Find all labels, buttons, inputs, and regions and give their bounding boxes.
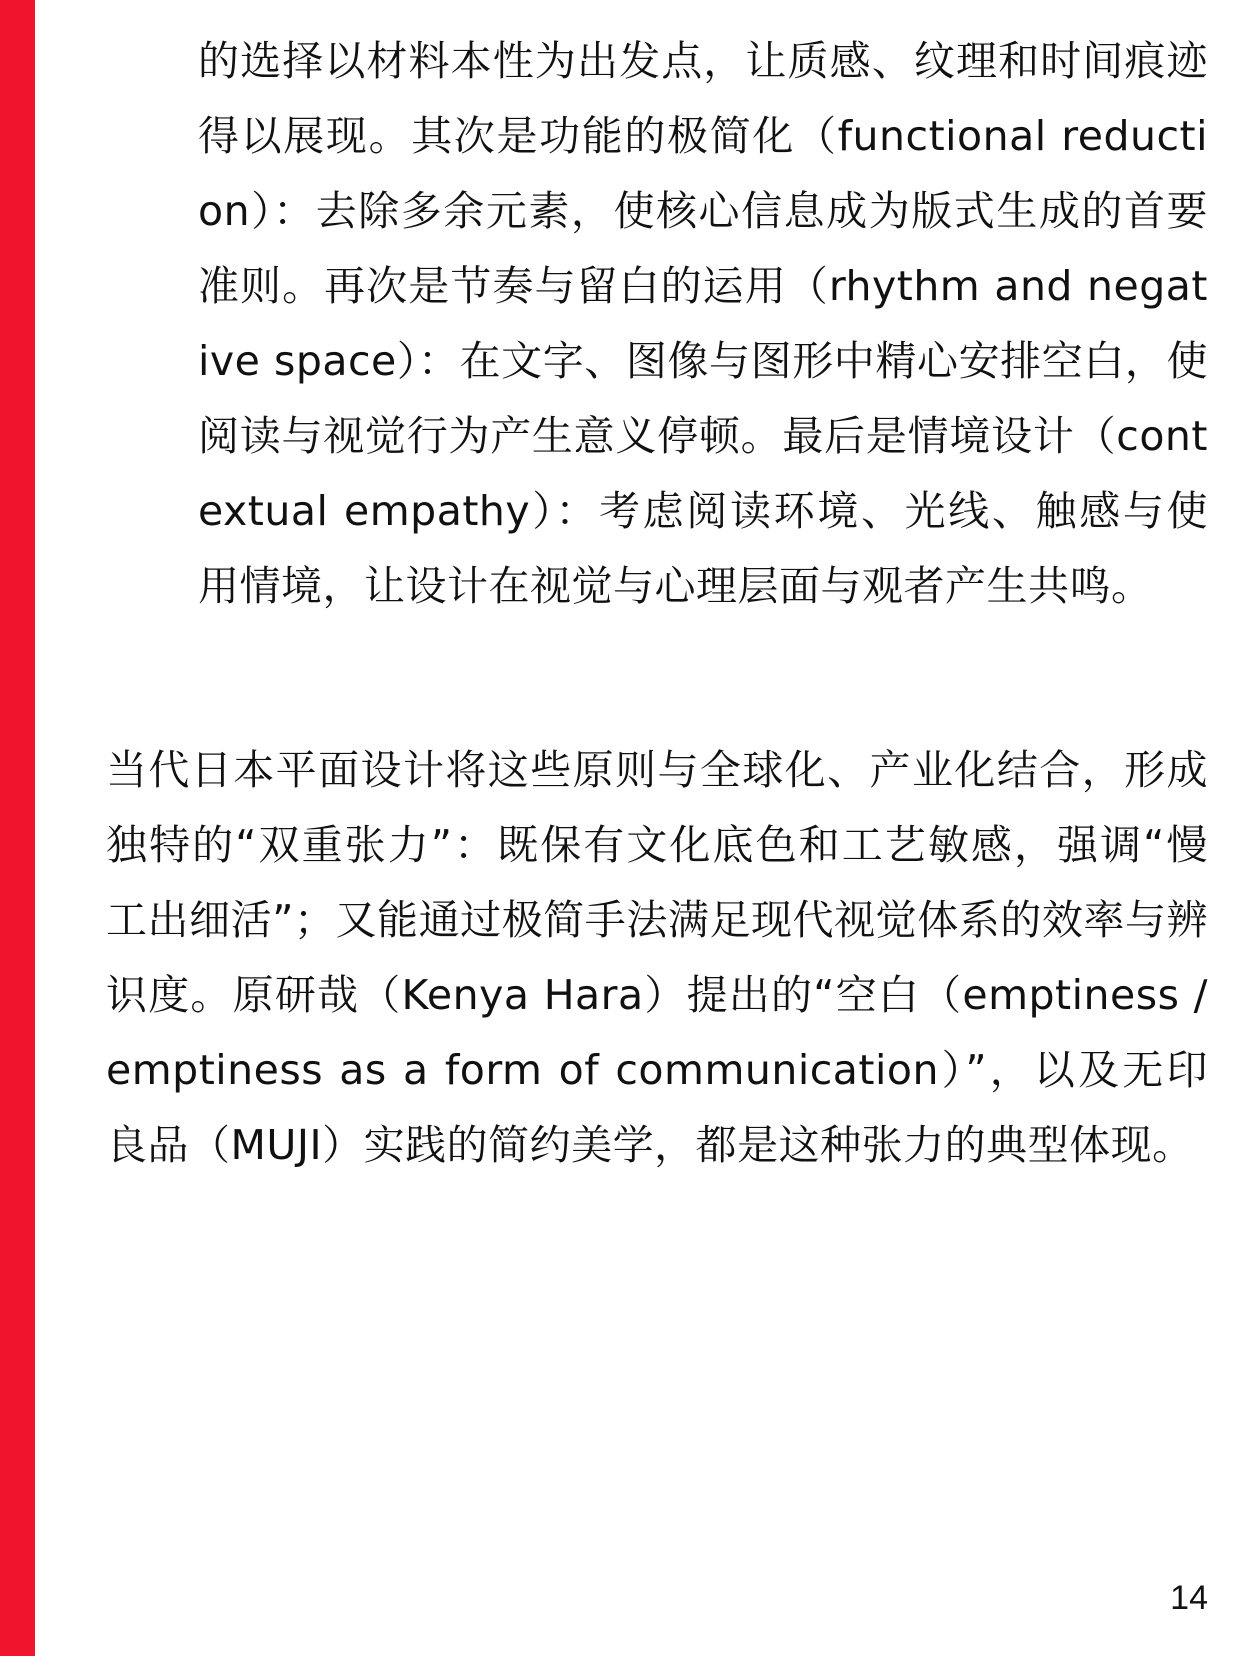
red-accent-bar — [0, 0, 35, 1656]
page-number: 14 — [1170, 1579, 1208, 1617]
indented-paragraph: 的选择以材料本性为出发点，让质感、纹理和时间痕迹得以展现。其次是功能的极简化（functional reduction）：去除多余元素，使核心信息成为版式生成的首要准则。再次是节奏与留白的运用（rhythm and negative space）：在文字、图像与图形中精心安排空白，使阅读与视觉行为产生意义停顿。最后是情境设计（contextual empathy）：考虑阅读环境、光线、触感与使用情境，让设计在视觉与心理层面与观者产生共鸣。 — [198, 37, 1208, 610]
main-paragraph: 当代日本平面设计将这些原则与全球化、产业化结合，形成独特的“双重张力”：既保有文化底色和工艺敏感，强调“慢工出细活”；又能通过极简手法满足现代视觉体系的效率与辨识度。原研哉（Kenya Hara）提出的“空白（emptiness / emptiness as a form of communication）”，以及无印良品（MUJI）实践的简约美学，都是这种张力的典型体现。 — [106, 746, 1208, 1169]
